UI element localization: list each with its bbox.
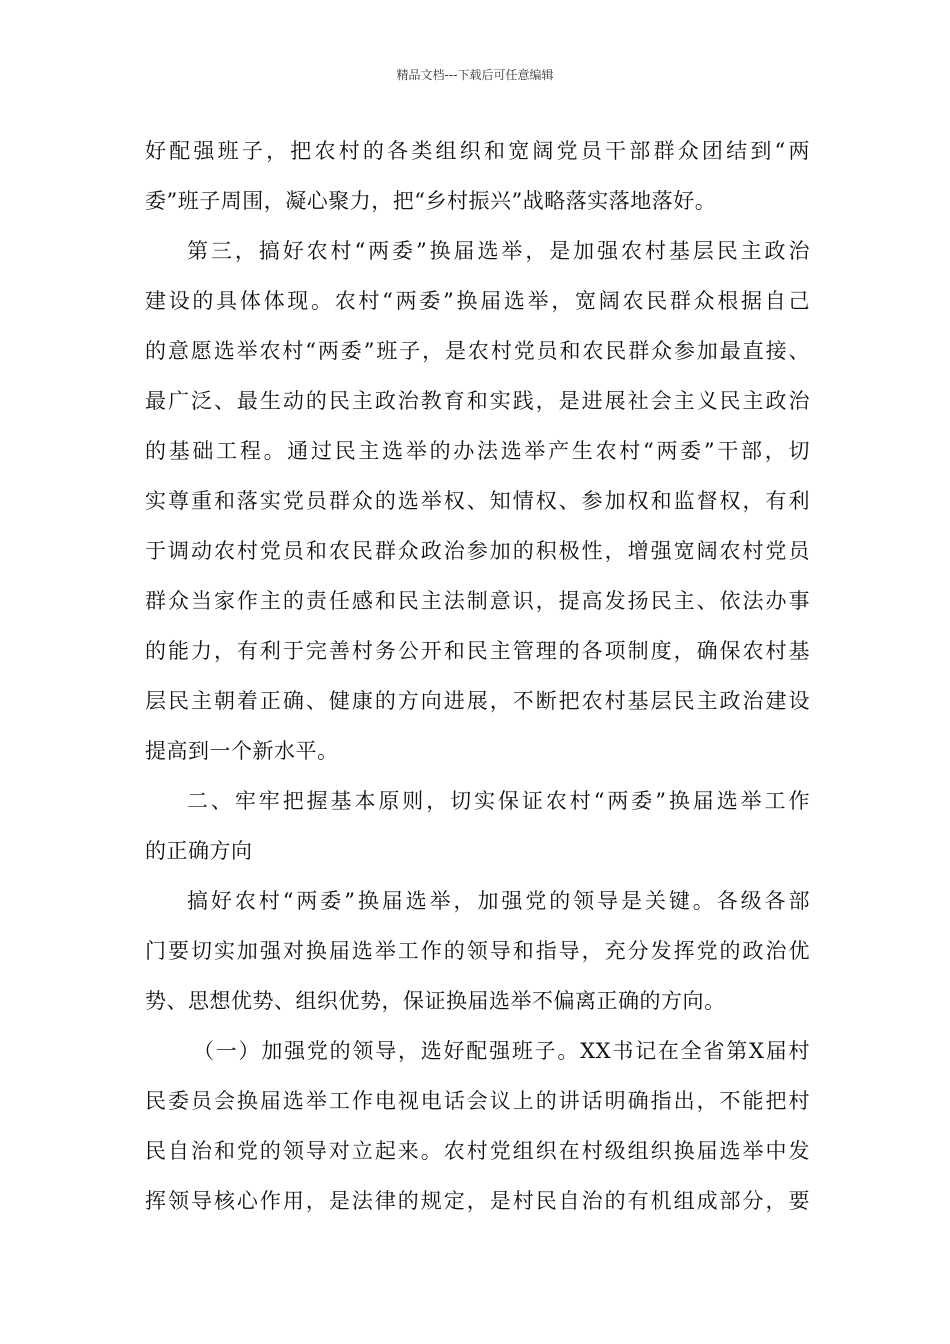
text-line: 实尊重和落实党员群众的选举权、知情权、参加权和监督权，有利	[145, 489, 810, 513]
paragraph	[145, 131, 810, 231]
text-line: 民自治和党的领导对立起来。农村党组织在村级组织换届选举中发	[145, 1139, 810, 1163]
text-line: 第三，搞好农村“两委”换届选举，是加强农村基层民主政治	[187, 239, 810, 263]
paragraph	[145, 1031, 810, 1231]
text-line: 最广泛、最生动的民主政治教育和实践，是进展社会主义民主政治	[145, 389, 810, 413]
text-line: 的正确方向	[145, 839, 253, 863]
paragraph	[145, 881, 810, 1031]
text-line: 民委员会换届选举工作电视电话会议上的讲话明确指出，不能把村	[145, 1089, 810, 1113]
paragraph	[145, 231, 810, 781]
text-line: 层民主朝着正确、健康的方向进展，不断把农村基层民主政治建设	[145, 689, 810, 713]
text-line: 势、思想优势、组织优势，保证换届选举不偏离正确的方向。	[145, 989, 726, 1013]
text-line: 二、牢牢把握基本原则，切实保证农村“两委”换届选举工作	[187, 789, 810, 813]
text-line: 的意愿选举农村“两委”班子，是农村党员和农民群众参加最直接、	[145, 339, 810, 363]
text-line: 于调动农村党员和农民群众政治参加的积极性，增强宽阔农村党员	[145, 539, 810, 563]
text-line: 提高到一个新水平。	[145, 739, 339, 763]
text-line: 挥领导核心作用，是法律的规定，是村民自治的有机组成部分，要	[145, 1189, 810, 1213]
text-line: 群众当家作主的责任感和民主法制意识，提高发扬民主、依法办事	[145, 589, 810, 613]
text-line: 好配强班子，把农村的各类组织和宽阔党员干部群众团结到“两	[145, 139, 810, 163]
text-line: 的基础工程。通过民主选举的办法选举产生农村“两委”干部，切	[145, 439, 810, 463]
document-body	[145, 131, 810, 1231]
text-line: 的能力，有利于完善村务公开和民主管理的各项制度，确保农村基	[145, 639, 810, 663]
page-header: 精品文档---下载后可任意编辑	[396, 68, 554, 82]
text-line: 建设的具体体现。农村“两委”换届选举，宽阔农民群众根据自己	[145, 289, 810, 313]
text-line: 委”班子周围，凝心聚力，把“乡村振兴”战略落实落地落好。	[145, 189, 717, 213]
text-line: 门要切实加强对换届选举工作的领导和指导，充分发挥党的政治优	[145, 939, 810, 963]
text-line: （一）加强党的领导，选好配强班子。XX书记在全省第X届村	[193, 1039, 810, 1063]
text-line: 搞好农村“两委”换届选举，加强党的领导是关键。各级各部	[187, 889, 810, 913]
section-heading	[145, 781, 810, 881]
